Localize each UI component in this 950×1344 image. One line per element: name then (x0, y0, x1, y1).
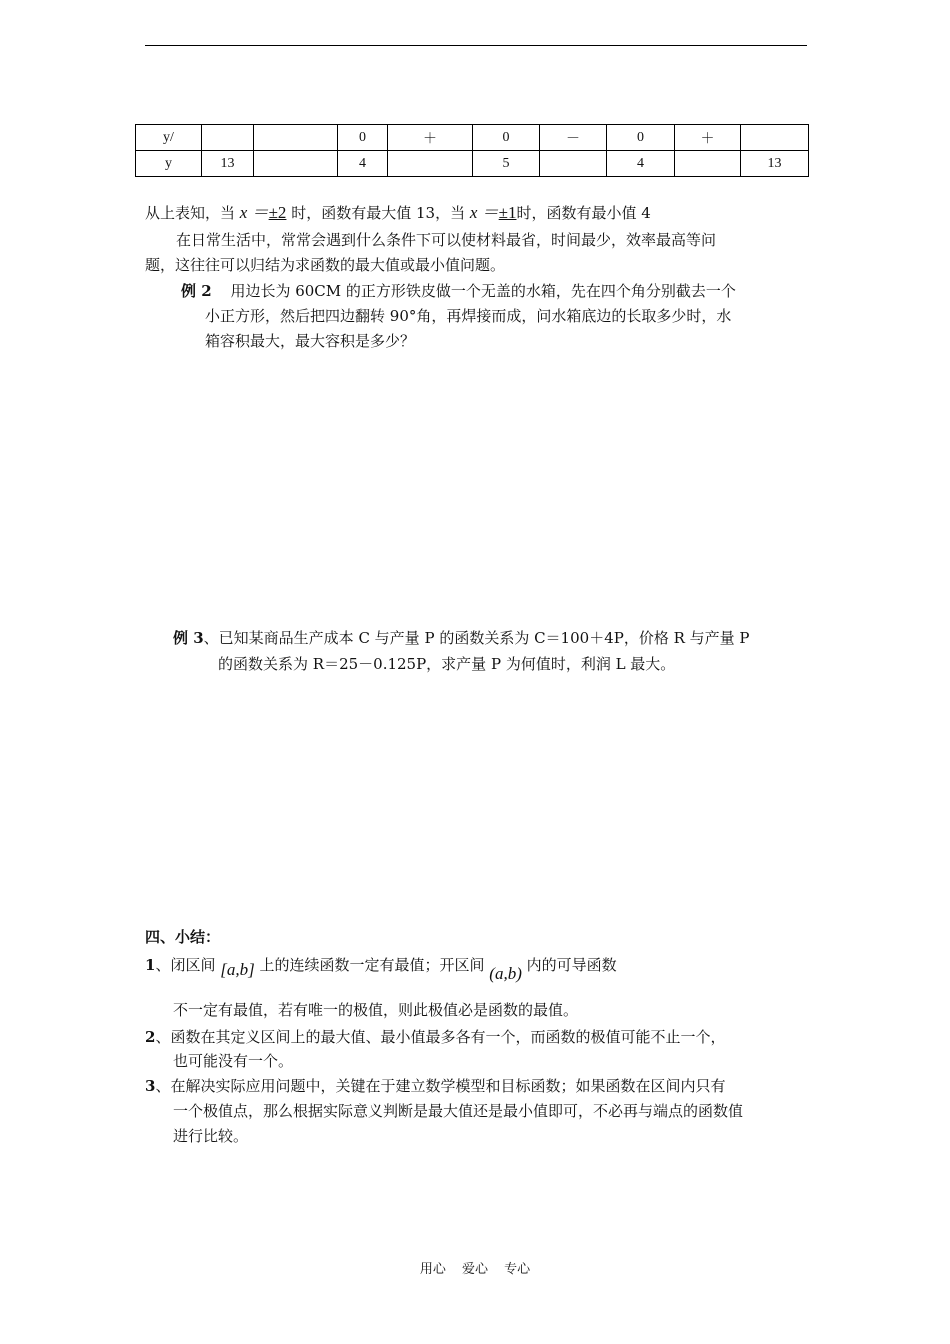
table-cell (741, 125, 809, 151)
table-cell (675, 151, 741, 177)
conclusion-line (145, 203, 651, 223)
summary-item-2-text: 、函数在其定义区间上的最大值、最小值最多各有一个，而函数的极值可能不止一个， (155, 1028, 726, 1046)
summary-item-2 (145, 1027, 725, 1047)
math-x-eq-2: x ＝ (469, 203, 499, 222)
example2-line-3: 箱容积最大，最大容积是多少？ (205, 332, 416, 350)
table-cell: － (540, 125, 607, 151)
derivative-table (135, 124, 809, 177)
example2-line-2: 小正方形，然后把四边翻转 90°角，再焊接而成，问水箱底边的长取多少时，水 (205, 307, 732, 325)
example3-line-1 (173, 628, 750, 648)
math-value-2: ±1 (498, 203, 517, 222)
table-cell (254, 125, 338, 151)
table-cell: 0 (338, 125, 388, 151)
table-cell: 0 (607, 125, 675, 151)
table-cell: 4 (338, 151, 388, 177)
example2-label: 例 2 (181, 282, 212, 300)
example2-line-1 (181, 281, 736, 301)
summary-item-3-text: 、在解决实际应用问题中，关键在于建立数学模型和目标函数；如果函数在区间内只有 (155, 1077, 726, 1095)
table-cell: 5 (473, 151, 540, 177)
conclusion-text-1: 从上表知，当 (145, 204, 236, 222)
example3-text-1: 、已知某商品生产成本 C 与产量 P 的函数关系为 C＝100＋4P，价格 R 与产量 P (203, 629, 750, 647)
conclusion-text-3: 时，函数有最小值 4 (516, 204, 651, 222)
summary-item-2-line-2: 也可能没有一个。 (173, 1052, 294, 1070)
summary-item-3 (145, 1076, 725, 1096)
conclusion-text-2: 时，函数有最大值 13，当 (291, 204, 466, 222)
table-cell (202, 125, 254, 151)
table-cell (254, 151, 338, 177)
table-cell: ＋ (388, 125, 473, 151)
example3-label: 例 3 (173, 629, 204, 647)
open-interval: (a,b) (489, 964, 522, 983)
summary-item-1-number: 1 (145, 956, 156, 974)
closed-interval: [a,b] (220, 960, 255, 979)
summary-item-1-line-2: 不一定有最值，若有唯一的极值，则此极值必是函数的最值。 (173, 1001, 579, 1019)
example2-text-1: 用边长为 60CM 的正方形铁皮做一个无盖的水箱，先在四个角分别截去一个 (230, 282, 736, 300)
summary-item-1-text-a: 、闭区间 (155, 956, 216, 974)
summary-item-2-number: 2 (145, 1028, 156, 1046)
table-cell (540, 151, 607, 177)
table-cell: 0 (473, 125, 540, 151)
table-cell: 13 (202, 151, 254, 177)
table-cell: 4 (607, 151, 675, 177)
example3-line-2: 的函数关系为 R＝25－0.125P，求产量 P 为何值时，利润 L 最大。 (218, 655, 676, 673)
summary-item-1-text-b: 上的连续函数一定有最值；开区间 (259, 956, 485, 974)
summary-item-3-number: 3 (145, 1077, 156, 1095)
table-row (136, 125, 809, 151)
summary-heading: 四、小结： (145, 928, 221, 946)
intro-line-2: 题，这往往可以归结为求函数的最大值或最小值问题。 (145, 256, 506, 274)
header-rule (145, 45, 807, 46)
math-x-eq-1: x ＝ (239, 203, 269, 222)
table-cell: y (136, 151, 202, 177)
page-footer: 用心 爱心 专心 (419, 1262, 531, 1277)
summary-item-3-line-2: 一个极值点，那么根据实际意义判断是最大值还是最小值即可，不必再与端点的函数值 (173, 1102, 744, 1120)
math-value-1: ±2 (268, 203, 287, 222)
table-cell (388, 151, 473, 177)
table-cell: 13 (741, 151, 809, 177)
table-row (136, 151, 809, 177)
summary-item-1 (145, 955, 617, 983)
summary-item-3-line-3: 进行比较。 (173, 1127, 249, 1145)
summary-item-1-text-c: 内的可导函数 (526, 956, 617, 974)
table-cell: ＋ (675, 125, 741, 151)
intro-line-1: 在日常生活中，常常会遇到什么条件下可以使材料最省，时间最少，效率最高等问 (176, 231, 717, 249)
table-cell: y/ (136, 125, 202, 151)
